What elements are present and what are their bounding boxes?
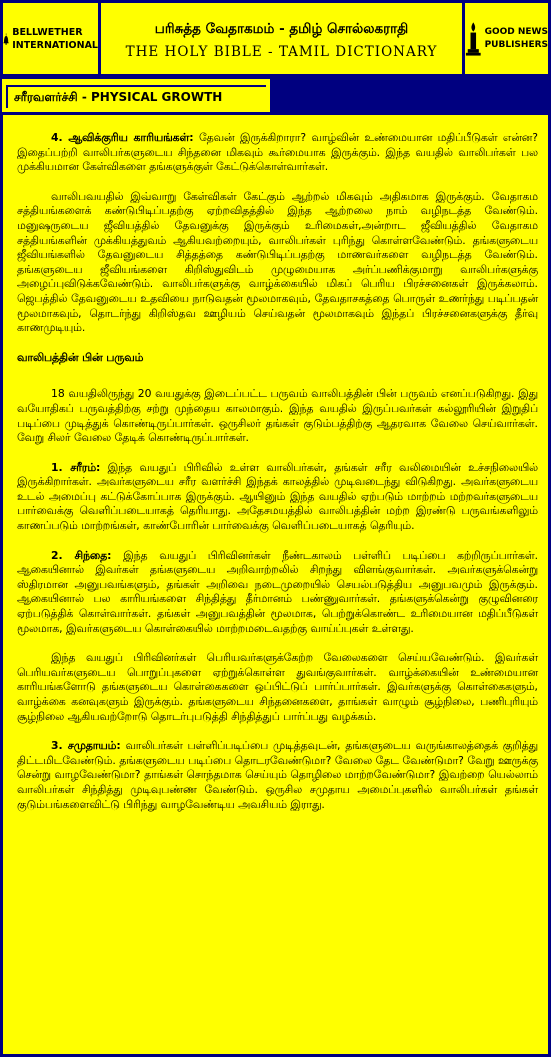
bell-icon: [3, 19, 9, 59]
article-content: [3, 115, 548, 1054]
paragraph-lead: 2. சிந்தை:: [51, 548, 112, 562]
paragraph-responsibilities: இந்த வயதுப் பிரிவினர்கள் பெரியவர்களுக்கேற்ற வேலைகளை செய்யவேண்டும். இவர்கள் பெரியவர்களுடைய பொறுப்புகளை ஏற்றுக்கொள்ள துவங்குவார்கள். வாழ்க்கையின் உண்மையான காரியங்களோடு தங்களுடைய கொள்கைகளை ஒப்பிட்டுப் பார்ப்பார்கள். இவர்களுக்கு கொள்கைகளும், வாழ்க்கை கனவுகளும் இருக்கும். தங்களுடைய சிந்தனைகளை, தாங்கள் வாழும் சூழ்நிலை, பணிபுரியும் சூழ்நிலை ஆகியவற்றோடு தொடர்புபடுத்தி சிந்தித்துப் பார்ப்பது வழக்கம்.: [17, 651, 538, 723]
good-news-logo-text: [485, 26, 548, 52]
paragraph-text: தேவன் இருக்கிறாரா? வாழ்வின் உண்மையான மதிப்பீடுகள் என்ன? இதைப்பற்றி வாலிபர்களுடைய சிந்தனை மிகவும் கூர்மையாக இருக்கும். இந்த வயதில் வாலிபர்கள் பல முக்கியமான கேள்விகளை தங்களுக்குள் கேட்டுக்கொள்வார்கள்.: [17, 131, 538, 174]
title-tamil: பரிசுத்த வேதாகமம் - தமிழ் சொல்லகராதி: [154, 21, 409, 37]
logo-right-line2: PUBLISHERS: [484, 39, 548, 50]
logo-right-line1: GOOD NEWS: [484, 26, 548, 37]
title-box: [101, 3, 462, 74]
section-heading: வாலிபத்தின் பின் பருவம்: [17, 350, 144, 364]
logo-left-line2: INTERNATIONAL: [12, 39, 98, 51]
paragraph-lead: 3. சமுதாயம்:: [51, 739, 121, 753]
lamp-icon: [465, 19, 482, 59]
paragraph-spiritual: [17, 131, 538, 175]
paragraph-body: [17, 461, 538, 534]
bellwether-logo-text: [12, 26, 98, 52]
good-news-logo: [465, 3, 548, 74]
paragraph-text: வாலிபர்கள் பள்ளிப்படிப்பை முடித்தவுடன், தங்களுடைய வருங்காலத்தைக் குறித்து திட்டமிடவேண்டும். தங்களுடைய படிப்பை தொடரவேண்டுமா? வேலை தேட வேண்டுமா? வேறு ஊருக்கு சென்று வாழவேண்டுமா? தாங்கள் சொந்தமாக செய்யும் தொழிலை மாற்றவேண்டுமா? இவற்றை யெல்லாம் வாலிபர்கள் சிந்தித்து முடிவுபண்ண வேண்டும். ஒருசில சமுதாய அமைப்புகளில் வாலிபர்கள் தங்கள் குடும்பங்களைவிட்டு பிரிந்து வாழவேண்டிய அவசியம் இராது.: [17, 739, 538, 811]
paragraph-mind: [17, 549, 538, 637]
paragraph-questions: வாலிபவயதில் இவ்வாறு கேள்விகள் கேட்கும் ஆற்றல் மிகவும் அதிகமாக இருக்கும். வேதாகம சத்தியங்களைக் கண்டுபிடிப்பதற்கு ஏற்றவிதத்தில் இந்த ஆற்றலை நாம் வழிநடத்த வேண்டும். மனுஷருடைய ஜீவியத்தில் தேவனுக்கு இருக்கும் உரிமைகள்,அன்றாட ஜீவியத்தில் வேதாகம சத்தியங்களின் முக்கியத்துவம் ஆகியவற்றையும், வாலிபர்கள் புரிந்து கொள்ளவேண்டும். தங்களுடைய ஜீவியங்களில் தேவனுடைய சித்தத்தை கண்டுபிடிப்பதற்கு மாணவர்களை வழிநடத்த வேண்டும். தங்களுடைய ஜீவியங்களை கிறிஸ்துவிடம் முழுமையாக அர்ப்பணிக்குமாறு வாலிபர்களுக்கு அழைப்புவிடுக்கவேண்டும். வாலிபர்களுக்கு வாழ்க்கையில் மிகப் பெரிய பிரச்சனைகள் இருக்கலாம். ஜெபத்தில் தேவனுடைய உதவியை நாடுவதன் மூலமாகவும், தேவதாசகத்தை பொருள் உணர்ந்து படிப்பதன் மூலமாகவும், தொடர்ந்து கிறிஸ்தவ ஊழியம் செய்வதன் மூலமாகவும் இந்தப் பிரச்சனைகளுக்கு தீர்வு காணமுடியும்.: [17, 189, 538, 335]
section-tab: [0, 77, 272, 114]
paragraph-late-youth: 18 வயதிலிருந்து 20 வயதுக்கு இடைப்பட்ட பருவம் வாலிபத்தின் பின் பருவம் எனப்படுகிறது. இது வயோதிகப் பருவத்திற்கு சற்று முந்தைய காலமாகும். இந்த வயதில் இருப்பவர்கள் கல்லூரியின் இறுதிப் படிப்பை முடித்துக் கொண்டிருப்பார்கள். ஒருசிலர் தங்கள் குடும்பத்திற்கு ஆதரவாக வேலை செய்வார்கள். வேறு சிலர் வேலை தேடிக் கொண்டிருப்பார்கள்.: [17, 387, 538, 445]
bellwether-logo: [3, 3, 98, 74]
paragraph-text: இந்த வயதுப் பிரிவில் உள்ள வாலிபர்கள், தங்கள் சரீர வலிமையின் உச்சநிலையில் இருக்கிறார்கள். அவர்களுடைய சரீர வளர்ச்சி இந்தக் காலத்தில் முடிவடைந்து விடுகிறது. அவர்களுடைய உடல் அமைப்பு கட்டுக்கோப்பாக இருக்கும். ஆயினும் இந்த வயதில் ஏற்படும் மாற்றம் மற்றவர்களுடைய பார்வைக்கு வெளிப்படையாகத் தெரியாது. அதேசமயத்தில் வாலிபத்தின் மற்ற இரண்டு பருவங்களிலும் காணப்படும் மாற்றங்கள், காண்போரின் பார்வைக்கு வெளிப்படையாகத் தெரியும்.: [17, 460, 538, 533]
title-english: THE HOLY BIBLE - TAMIL DICTIONARY: [125, 44, 438, 60]
logo-left-line1: BELLWETHER: [12, 26, 83, 38]
paragraph-lead: 1. சரீரம்:: [51, 460, 101, 474]
paragraph-lead: 4. ஆவிக்குரிய காரியங்கள்:: [51, 131, 194, 144]
paragraph-text: இந்த வயதுப் பிரிவினர்கள் நீண்டகாலம் பள்ளிப் படிப்பை கற்றிருப்பார்கள். ஆகையினால் இவர்கள் தங்களுடைய அறிவாற்றலில் சிறந்து விளங்குவார்கள். அவர்களுக்கென்று ஸ்திரமான அனுபவங்களும், தங்கள் அறிவை நடைமுறையில் செயல்படுத்திய அனுபவமும் இருக்கும். ஆகையினால் பல காரியங்களை சிந்தித்து தீர்மானம் பண்ணுவார்கள். தங்களுக்கென்று குழுவினரை ஏற்படுத்திக் கொள்வார்கள். தங்கள் அனுபவத்தின் மூலமாக, பெற்றுக்கொண்ட உரிமையான மதிப்பீடுகள் மூலமாக, இவர்களுடைய கொள்கையில் மாற்றமடைவதற்கு வாய்ப்புகள் உள்ளது.: [17, 548, 538, 635]
paragraph-society: [17, 739, 538, 812]
section-title: சரீரவளர்ச்சி - PHYSICAL GROWTH: [6, 85, 266, 108]
